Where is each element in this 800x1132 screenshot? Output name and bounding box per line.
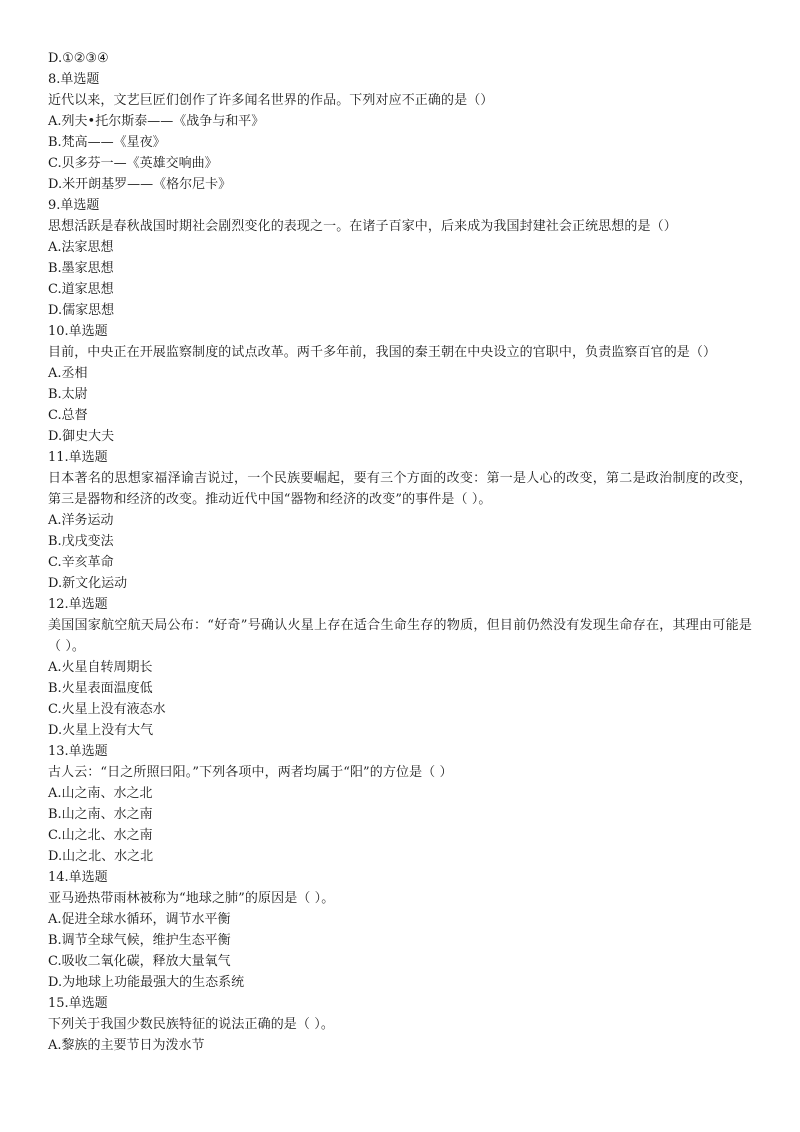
question-13-option-d: D.山之北、水之北 xyxy=(48,849,154,864)
question-13-heading: 13.单选题 xyxy=(48,744,108,759)
question-15-heading: 15.单选题 xyxy=(48,996,108,1011)
question-8 xyxy=(48,69,752,195)
question-9-option-b: B.墨家思想 xyxy=(48,261,114,276)
question-14-option-c: C.吸收二氧化碳，释放大量氧气 xyxy=(48,954,231,969)
question-14-option-a: A.促进全球水循环，调节水平衡 xyxy=(48,912,231,927)
question-13-option-b: B.山之南、水之南 xyxy=(48,807,153,822)
question-10-heading: 10.单选题 xyxy=(48,324,108,339)
question-10 xyxy=(48,321,752,447)
question-14 xyxy=(48,867,752,993)
question-12-heading: 12.单选题 xyxy=(48,597,108,612)
question-15-stem: 下列关于我国少数民族特征的说法正确的是（ ）。 xyxy=(48,1017,334,1032)
question-8-option-b: B.梵高——《星夜》 xyxy=(48,135,166,150)
previous-option-d: D.①②③④ xyxy=(48,51,109,66)
question-10-option-b: B.太尉 xyxy=(48,387,88,402)
question-12-option-b: B.火星表面温度低 xyxy=(48,681,153,696)
question-15 xyxy=(48,993,752,1056)
question-9-stem: 思想活跃是春秋战国时期社会剧烈变化的表现之一。在诸子百家中，后来成为我国封建社会正统思想的是（） xyxy=(48,219,677,234)
question-8-option-c: C.贝多芬一—《英雄交响曲》 xyxy=(48,156,218,171)
question-13-option-a: A.山之南、水之北 xyxy=(48,786,153,801)
question-11 xyxy=(48,447,752,594)
question-11-option-a: A.洋务运动 xyxy=(48,513,114,528)
question-14-option-d: D.为地球上功能最强大的生态系统 xyxy=(48,975,245,990)
question-10-option-c: C.总督 xyxy=(48,408,88,423)
question-12-option-c: C.火星上没有液态水 xyxy=(48,702,166,717)
question-14-stem: 亚马逊热带雨林被称为“地球之肺”的原因是（ ）。 xyxy=(48,891,335,906)
question-9-option-c: C.道家思想 xyxy=(48,282,114,297)
question-12-option-a: A.火星自转周期长 xyxy=(48,660,153,675)
question-9-heading: 9.单选题 xyxy=(48,198,100,213)
question-12-option-d: D.火星上没有大气 xyxy=(48,723,154,738)
question-11-option-b: B.戊戌变法 xyxy=(48,534,114,549)
question-8-heading: 8.单选题 xyxy=(48,72,100,87)
question-11-heading: 11.单选题 xyxy=(48,450,108,465)
question-10-stem: 目前，中央正在开展监察制度的试点改革。两千多年前，我国的秦王朝在中央设立的官职中，负责监察百官的是（） xyxy=(48,345,717,360)
question-13 xyxy=(48,741,752,867)
question-13-option-c: C.山之北、水之南 xyxy=(48,828,153,843)
question-14-option-b: B.调节全球气候，维护生态平衡 xyxy=(48,933,231,948)
question-10-option-a: A.丞相 xyxy=(48,366,88,381)
question-11-option-d: D.新文化运动 xyxy=(48,576,128,591)
question-13-stem: 古人云：“日之所照曰阳。”下列各项中，两者均属于“阳”的方位是（ ） xyxy=(48,765,453,780)
question-11-option-c: C.辛亥革命 xyxy=(48,555,114,570)
question-12-stem: 美国国家航空航天局公布：“好奇”号确认火星上存在适合生命生存的物质，但目前仍然没有发现生命存在，其理由可能是（ ）。 xyxy=(48,618,752,654)
question-8-option-d: D.米开朗基罗——《格尔尼卡》 xyxy=(48,177,232,192)
question-11-stem: 日本著名的思想家福泽谕吉说过，一个民族要崛起，要有三个方面的改变：第一是人心的改变，第二是政治制度的改变，第三是器物和经济的改变。推动近代中国“器物和经济的改变”的事件是（ ）。 xyxy=(48,471,752,507)
question-8-stem: 近代以来，文艺巨匠们创作了许多闻名世界的作品。下列对应不正确的是（） xyxy=(48,93,494,108)
question-9-option-d: D.儒家思想 xyxy=(48,303,115,318)
question-10-option-d: D.御史大夫 xyxy=(48,429,115,444)
question-9 xyxy=(48,195,752,321)
question-15-option-a: A.黎族的主要节日为泼水节 xyxy=(48,1038,205,1053)
question-14-heading: 14.单选题 xyxy=(48,870,108,885)
question-12 xyxy=(48,594,752,741)
question-8-option-a: A.列夫•托尔斯泰——《战争与和平》 xyxy=(48,114,265,129)
question-9-option-a: A.法家思想 xyxy=(48,240,114,255)
